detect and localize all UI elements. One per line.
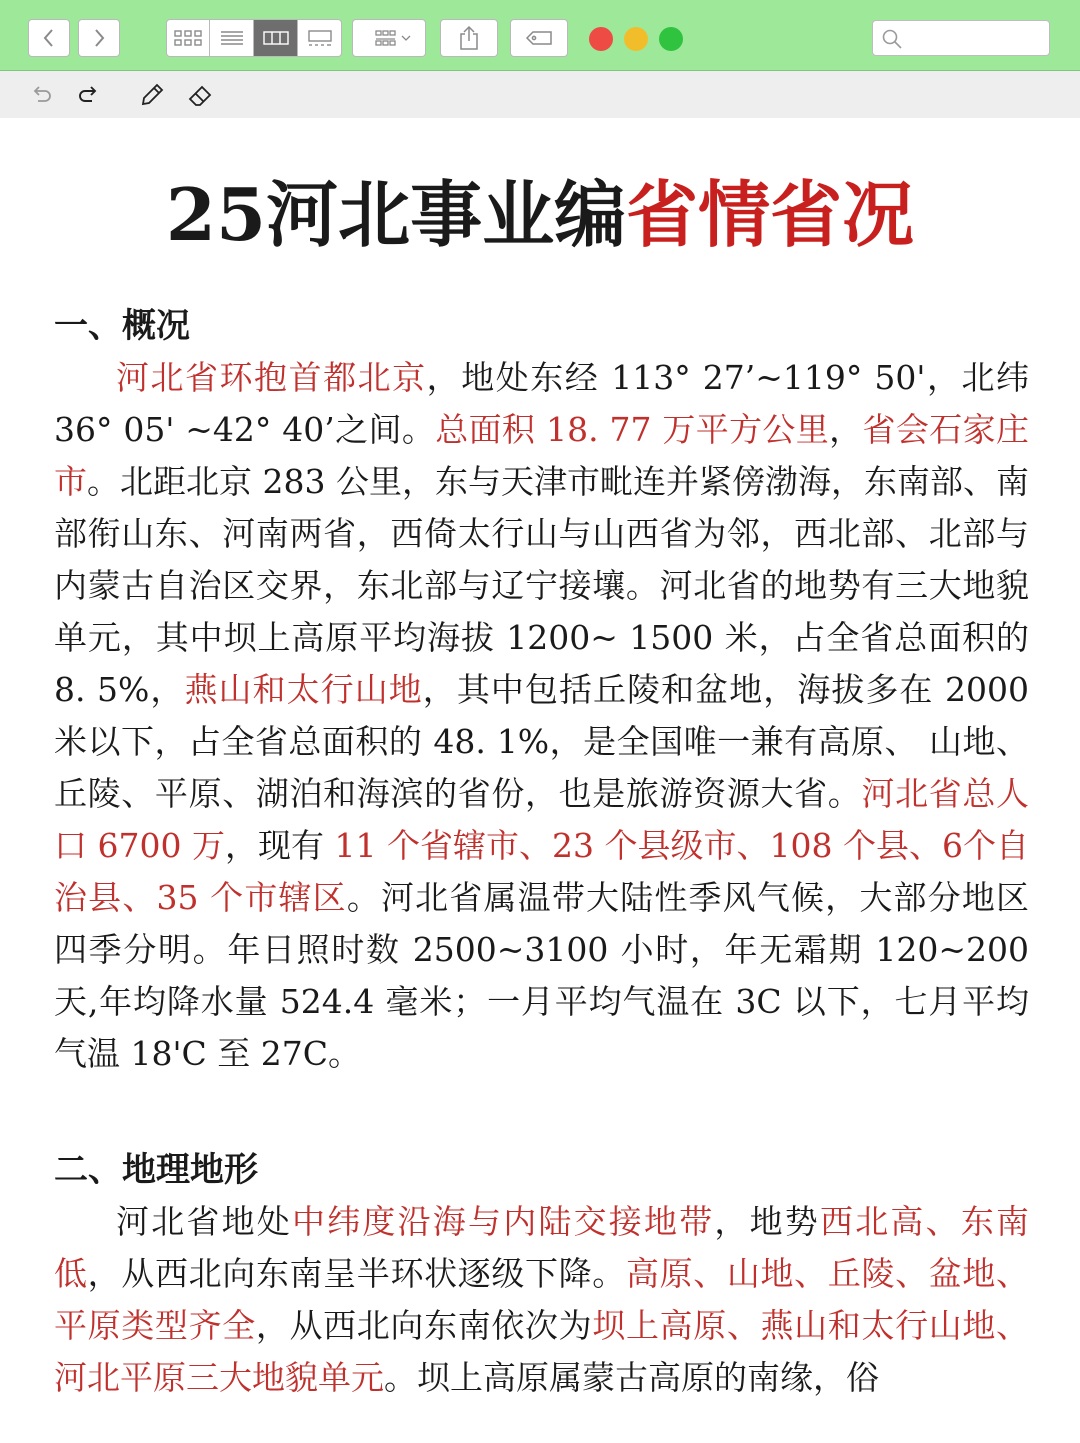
- view-switcher: [166, 19, 342, 57]
- group-button[interactable]: [352, 19, 426, 57]
- gallery-view-icon: [306, 28, 334, 48]
- body-text: ，现有: [224, 826, 335, 865]
- highlighted-text: 河北省总人口 6700 万: [54, 774, 1030, 865]
- tag-icon: [524, 28, 554, 48]
- title-black-part: 25河北事业编: [165, 172, 627, 257]
- share-button[interactable]: [440, 19, 498, 57]
- column-view-icon: [262, 28, 290, 48]
- redo-icon: [76, 83, 100, 107]
- body-text: ，其中包括丘陵和盆地，海拔多在 2000 米以下，占全省总面积的 48. 1%，是全国唯一兼有高原、 山地、丘陵、平原、湖泊和海滨的省份，也是旅游资源大省。: [54, 670, 1029, 813]
- highlighted-text: 坝上高原、燕山和太行山地、河北平原三大地貌单元: [54, 1306, 1030, 1397]
- highlighted-text: 中纬度沿海与内陆交接地带: [292, 1202, 715, 1241]
- pencil-button[interactable]: [138, 81, 166, 109]
- body-text: 河北省地处: [116, 1202, 292, 1241]
- list-view-icon: [219, 28, 245, 48]
- edit-toolbar: [0, 71, 1080, 118]
- back-button[interactable]: [28, 19, 70, 57]
- body-text: ，: [829, 410, 863, 449]
- search-icon: [881, 28, 903, 50]
- body-text: ，从西北向东南呈半环状逐级下降。: [87, 1254, 626, 1293]
- column-view-button[interactable]: [254, 19, 298, 57]
- group-icon: [362, 28, 416, 48]
- undo-icon: [30, 83, 54, 107]
- grid-view-button[interactable]: [166, 19, 210, 57]
- redo-button[interactable]: [74, 81, 102, 109]
- eraser-icon: [187, 82, 213, 108]
- highlighted-text: 燕山和太行山地: [184, 670, 423, 709]
- gallery-view-button[interactable]: [298, 19, 342, 57]
- body-text: 。北距北京 283 公里，东与天津市毗连并紧傍渤海，东南部、南部衔山东、河南两省，西倚太行山与山西省为邻，西北部、北部与内蒙古自治区交界，东北部与辽宁接壤。河北省的地势有三大地貌单元，其中坝上高原平均海拔 1200~ 1500 米，占全省总面积的 8. 5%，: [54, 462, 1030, 709]
- document-title: [0, 170, 1080, 260]
- zoom-window-dot[interactable]: [659, 27, 683, 51]
- section1-heading: 一、概况: [54, 306, 190, 346]
- toolbar: [0, 0, 1080, 71]
- highlighted-text: 11 个省辖市、23 个县级市、108 个县、6个自治县、35 个市辖区: [54, 826, 1029, 917]
- highlighted-text: 高原、山地、丘陵、盆地、平原类型齐全: [54, 1254, 1030, 1345]
- highlighted-text: 总面积 18. 77 万平方公里: [435, 410, 830, 449]
- eraser-button[interactable]: [186, 81, 214, 109]
- highlighted-text: 河北省环抱首都北京: [116, 358, 427, 397]
- document-page: [0, 118, 1080, 1443]
- body-text: ，从西北向东南依次为: [255, 1306, 593, 1345]
- search-input[interactable]: [909, 25, 1045, 53]
- search-box[interactable]: [872, 20, 1050, 56]
- minimize-window-dot[interactable]: [624, 27, 648, 51]
- list-view-button[interactable]: [210, 19, 254, 57]
- pencil-icon: [139, 82, 165, 108]
- back-icon: [41, 28, 57, 48]
- highlighted-text: 西北高、东南低: [54, 1202, 1030, 1293]
- tag-button[interactable]: [510, 19, 568, 57]
- body-text: ，地处东经 113° 27’~119° 50'，北纬 36° 05' ~42° 40’之间。: [54, 358, 1030, 449]
- share-icon: [457, 25, 481, 51]
- section2-heading: 二、地理地形: [54, 1150, 258, 1190]
- undo-button[interactable]: [28, 81, 56, 109]
- title-red-part: 省情省况: [626, 172, 915, 257]
- body-text: ，地势: [714, 1202, 821, 1241]
- forward-icon: [91, 28, 107, 48]
- body-text: 。河北省属温带大陆性季风气候，大部分地区四季分明。年日照时数 2500~3100 小时，年无霜期 120~200 天,年均降水量 524.4 毫米；一月平均气温在 3C 以下，七月平均气温 18'C 至 27C。: [54, 878, 1030, 1073]
- section1-paragraph: [54, 352, 1029, 1080]
- close-window-dot[interactable]: [589, 27, 613, 51]
- forward-button[interactable]: [78, 19, 120, 57]
- grid-view-icon: [173, 28, 203, 48]
- section2-paragraph: [54, 1196, 1029, 1404]
- body-text: 。坝上高原属蒙古高原的南缘，俗: [384, 1358, 879, 1397]
- highlighted-text: 省会石家庄市: [54, 410, 1030, 501]
